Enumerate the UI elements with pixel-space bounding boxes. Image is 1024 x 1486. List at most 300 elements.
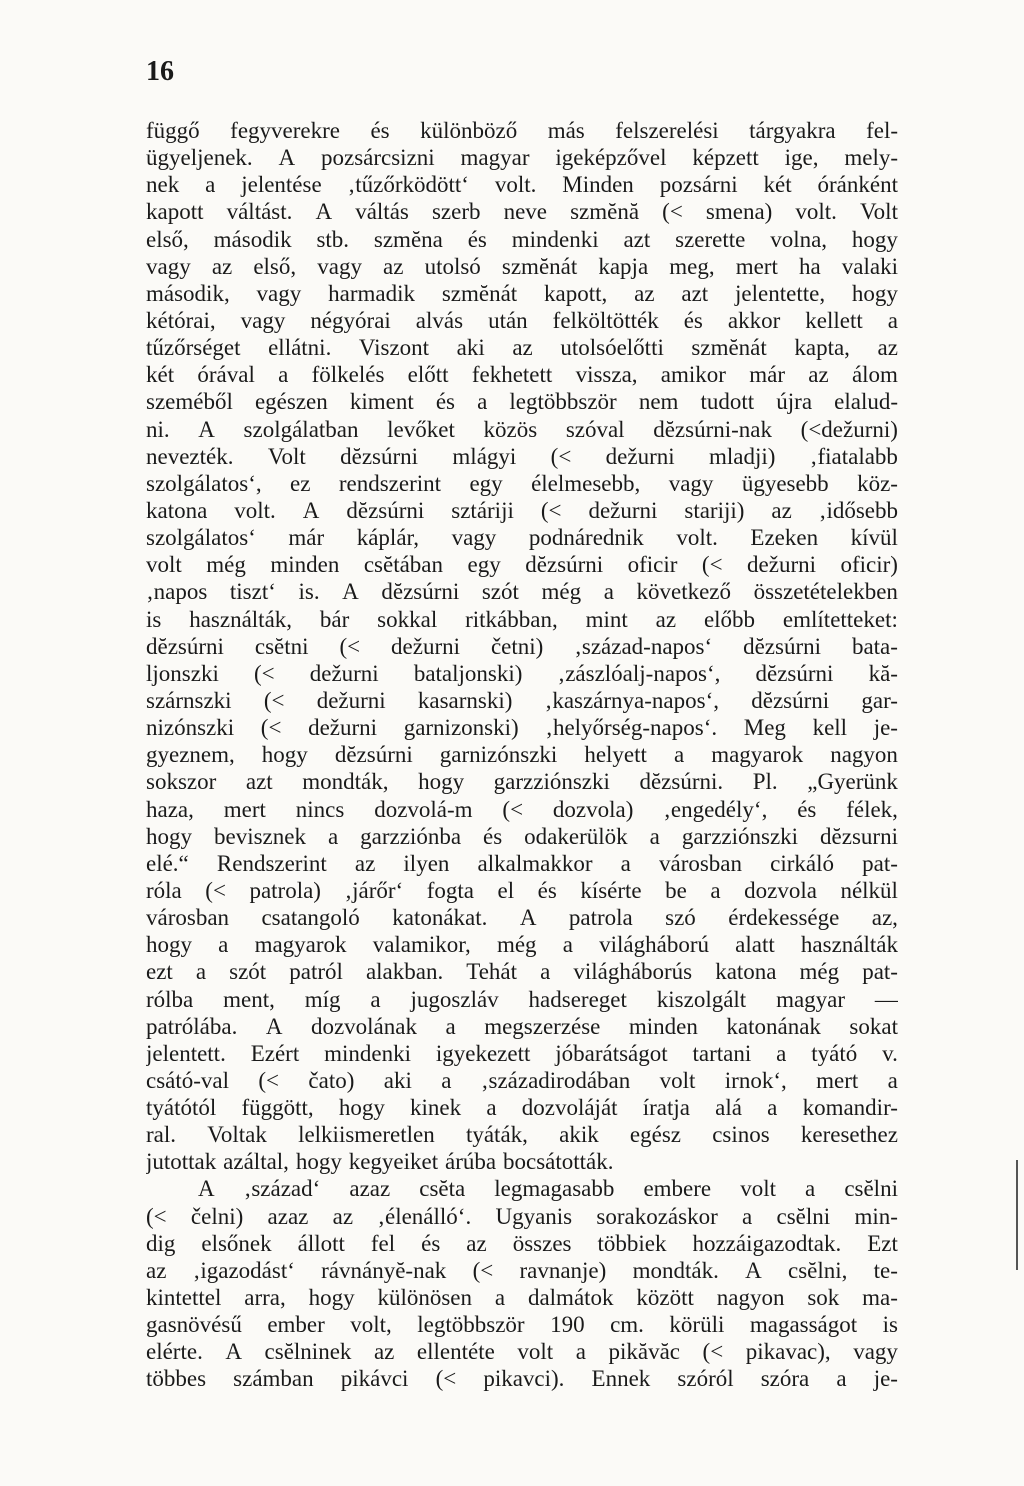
word: ezt bbox=[146, 959, 173, 985]
word: dozvolá-m bbox=[374, 796, 473, 822]
word: Volt bbox=[860, 199, 898, 225]
word: róla bbox=[146, 877, 182, 903]
word: azáltal, bbox=[223, 1149, 289, 1175]
word: szóról bbox=[677, 1366, 734, 1392]
word: kinek bbox=[410, 1095, 462, 1121]
text-line bbox=[146, 1175, 898, 1202]
word: aki bbox=[456, 335, 485, 361]
word: ha bbox=[798, 253, 821, 279]
word: Viszont bbox=[358, 335, 430, 361]
word: ‚század‘ bbox=[243, 1176, 321, 1202]
word: és bbox=[483, 823, 503, 849]
word: közös bbox=[483, 416, 538, 442]
word: pikávci bbox=[340, 1366, 409, 1392]
word: fegyverekre bbox=[230, 118, 340, 143]
word: nek bbox=[146, 172, 180, 198]
word: függő bbox=[146, 118, 200, 143]
text-line bbox=[146, 714, 898, 741]
word: ment, bbox=[223, 986, 275, 1012]
word: valaki bbox=[841, 253, 898, 279]
word: a bbox=[767, 1095, 778, 1121]
word: min- bbox=[854, 1203, 898, 1229]
word: mindenki bbox=[324, 1040, 411, 1066]
word: (< bbox=[258, 1067, 280, 1093]
word: alkalmakkor bbox=[477, 850, 593, 876]
word: csĕlni bbox=[776, 1203, 831, 1229]
word: kapta, bbox=[794, 335, 850, 361]
word: garnizónszki bbox=[439, 742, 558, 768]
word: ljonszki bbox=[146, 660, 219, 686]
word: A bbox=[198, 416, 215, 442]
word: csĕta bbox=[419, 1176, 466, 1202]
word: je- bbox=[873, 715, 898, 741]
word: helyett bbox=[584, 742, 647, 768]
word: az bbox=[877, 335, 898, 361]
word: első, bbox=[146, 226, 189, 252]
word: dozvoláját bbox=[521, 1095, 618, 1121]
word: ilyen bbox=[403, 850, 450, 876]
word: használták bbox=[800, 932, 898, 958]
word: A bbox=[278, 145, 296, 171]
word: összes bbox=[512, 1230, 572, 1256]
word: A bbox=[342, 579, 359, 605]
word: mert bbox=[223, 796, 266, 822]
word: patrola bbox=[568, 905, 633, 931]
word: csĕtában bbox=[363, 552, 444, 578]
word: már bbox=[288, 525, 325, 551]
word: garzziónszki bbox=[681, 823, 799, 849]
word: hogy bbox=[261, 742, 308, 768]
word: elérte. bbox=[146, 1339, 203, 1365]
word: a bbox=[575, 1339, 586, 1365]
word: a bbox=[836, 1366, 847, 1392]
word: ember bbox=[267, 1312, 325, 1338]
text-line bbox=[146, 768, 898, 795]
word: akik bbox=[559, 1122, 599, 1148]
word: volt. bbox=[234, 497, 276, 523]
word: volt. bbox=[795, 199, 837, 225]
word: bata- bbox=[851, 633, 898, 659]
word: komandir- bbox=[802, 1095, 898, 1121]
word: fogta bbox=[426, 877, 474, 903]
word: hogy bbox=[418, 769, 465, 795]
word: tűzőrséget bbox=[146, 335, 241, 361]
word: mindenki bbox=[511, 226, 599, 252]
word: patról bbox=[289, 959, 343, 985]
word: hozzáigazodtak. bbox=[692, 1230, 842, 1256]
word: vagy bbox=[317, 253, 362, 279]
word: dĕzsurni bbox=[820, 823, 898, 849]
word: A bbox=[198, 1176, 215, 1202]
word: a bbox=[887, 307, 898, 333]
word: katonákat. bbox=[392, 905, 488, 931]
word: a bbox=[562, 932, 573, 958]
text-line bbox=[146, 1094, 898, 1121]
word: többes bbox=[146, 1366, 207, 1392]
word: odakerülök bbox=[524, 823, 628, 849]
word: minden bbox=[270, 552, 340, 578]
word: Ugyanis bbox=[495, 1203, 573, 1229]
word: igeképzővel bbox=[555, 145, 667, 171]
scan-edge-mark bbox=[1016, 1160, 1018, 1270]
word: álom bbox=[851, 362, 898, 388]
word: és bbox=[683, 307, 703, 333]
word: szmĕnát bbox=[501, 253, 578, 279]
word: v. bbox=[882, 1040, 898, 1066]
word: egész bbox=[629, 1122, 681, 1148]
word: vagy bbox=[853, 1339, 898, 1365]
word: vagy bbox=[240, 307, 286, 333]
text-line bbox=[146, 1067, 898, 1094]
word: kasarnski) bbox=[417, 687, 513, 713]
word: szolgálatos‘, bbox=[146, 470, 262, 496]
word: ‚járőr‘ bbox=[344, 877, 404, 903]
word: két bbox=[763, 172, 792, 198]
word: harmadik bbox=[328, 280, 415, 306]
word: is. bbox=[298, 579, 320, 605]
word: ‚igazodást‘ bbox=[192, 1257, 295, 1283]
word: csatangoló bbox=[261, 905, 360, 931]
word: szó bbox=[665, 905, 696, 931]
text-line bbox=[146, 796, 898, 823]
word: keresethez bbox=[800, 1122, 898, 1148]
word: ‚tűzőrködött‘ bbox=[347, 172, 469, 198]
word: ‚századirodában bbox=[480, 1067, 631, 1093]
text-line bbox=[146, 198, 898, 225]
word: vagy bbox=[256, 280, 302, 306]
text-line bbox=[146, 1257, 898, 1284]
text-line bbox=[146, 850, 898, 877]
word: mlágyi bbox=[452, 443, 517, 469]
word: magyarok bbox=[711, 742, 804, 768]
word: Voltak bbox=[207, 1122, 267, 1148]
text-line bbox=[146, 1284, 898, 1311]
word: ral. bbox=[146, 1122, 177, 1148]
word: újra bbox=[776, 389, 813, 415]
text-line bbox=[146, 1311, 898, 1338]
word: garzziónba bbox=[360, 823, 462, 849]
word: kívül bbox=[850, 525, 898, 551]
word: volt bbox=[146, 552, 182, 578]
word: garnizonski) bbox=[403, 715, 519, 741]
word: Pl. bbox=[752, 769, 778, 795]
word: az bbox=[383, 253, 404, 279]
word: íratja bbox=[642, 1095, 690, 1121]
word: alá bbox=[715, 1095, 742, 1121]
word: élelmesebb, bbox=[531, 470, 641, 496]
word: gar- bbox=[861, 687, 898, 713]
word: szerb bbox=[431, 199, 481, 225]
word: dĕzsúrni bbox=[743, 633, 822, 659]
word: az bbox=[354, 850, 376, 876]
word: nélkül bbox=[840, 877, 898, 903]
word: sokat bbox=[849, 1013, 898, 1039]
word: már bbox=[749, 362, 785, 388]
word: hogy bbox=[146, 932, 192, 958]
word: ma- bbox=[862, 1285, 898, 1311]
word: (< bbox=[253, 660, 275, 686]
word: irnok‘, bbox=[724, 1067, 787, 1093]
word: mert bbox=[735, 253, 778, 279]
word: pozsárni bbox=[659, 172, 738, 198]
word: különböző bbox=[420, 118, 518, 143]
word: a bbox=[445, 1013, 456, 1039]
word: tyátó bbox=[811, 1040, 858, 1066]
word: és bbox=[537, 877, 557, 903]
word: hogy bbox=[295, 1149, 342, 1175]
word: nagyon bbox=[830, 742, 898, 768]
word: dĕzsúrni bbox=[381, 579, 460, 605]
word: egészen bbox=[254, 389, 328, 415]
word: hogy bbox=[851, 280, 898, 306]
word: (< bbox=[472, 1257, 494, 1283]
word: oficir) bbox=[840, 552, 898, 578]
word: legtöbbször bbox=[417, 1312, 525, 1338]
text-line bbox=[146, 307, 898, 334]
word: között bbox=[636, 1285, 694, 1311]
word: második, bbox=[146, 280, 230, 306]
word: szót bbox=[229, 959, 267, 985]
word: Meg bbox=[743, 715, 786, 741]
word: felköltötték bbox=[552, 307, 659, 333]
word: (< bbox=[435, 1366, 457, 1392]
word: Ezért bbox=[250, 1040, 300, 1066]
word: dĕzsúrni bbox=[346, 497, 425, 523]
word: kintettel bbox=[146, 1285, 222, 1311]
word: magasságot bbox=[749, 1312, 858, 1338]
word: az bbox=[466, 1230, 487, 1256]
word: — bbox=[874, 986, 898, 1012]
word: rendszerint bbox=[338, 470, 442, 496]
word: szóra bbox=[760, 1366, 810, 1392]
word: katona bbox=[146, 497, 208, 523]
word: volna, bbox=[770, 226, 828, 252]
word: azt bbox=[623, 226, 651, 252]
word: mladji) bbox=[709, 443, 776, 469]
word: hogy bbox=[146, 823, 192, 849]
word: jelentett. bbox=[146, 1040, 226, 1066]
word: bocsátották. bbox=[502, 1149, 614, 1175]
word: még bbox=[541, 579, 582, 605]
word: sok bbox=[807, 1285, 840, 1311]
word: dalmátok bbox=[527, 1285, 614, 1311]
word: az bbox=[332, 1203, 354, 1229]
word: tárgyakra bbox=[749, 118, 836, 143]
word: kiment bbox=[349, 389, 414, 415]
word: ritkábban, bbox=[465, 606, 558, 632]
word: neve bbox=[503, 199, 547, 225]
word: nem bbox=[638, 389, 679, 415]
word: lelkiismeretlen bbox=[298, 1122, 435, 1148]
word: dig bbox=[146, 1230, 176, 1256]
word: függött, bbox=[241, 1095, 314, 1121]
word: szmĕnát bbox=[441, 280, 518, 306]
word: ‚idősebb bbox=[818, 497, 898, 523]
word: smena) bbox=[705, 199, 773, 225]
word: igyekezett bbox=[435, 1040, 531, 1066]
word: a bbox=[327, 823, 339, 849]
word: akkor bbox=[727, 307, 781, 333]
word: be bbox=[665, 877, 687, 903]
word: (< bbox=[550, 443, 572, 469]
word: mert bbox=[816, 1067, 859, 1093]
word: A bbox=[745, 1257, 762, 1283]
text-line bbox=[146, 470, 898, 497]
text-line bbox=[146, 904, 898, 931]
word: volt bbox=[659, 1067, 696, 1093]
word: érdekessége bbox=[728, 905, 840, 931]
text-line bbox=[146, 986, 898, 1013]
word: a bbox=[218, 932, 229, 958]
text-line bbox=[146, 524, 898, 551]
word: csĕlni bbox=[844, 1176, 898, 1202]
word: szolgálatban bbox=[243, 416, 359, 442]
word: tiszt‘ bbox=[229, 579, 276, 605]
word: pikavci). bbox=[483, 1366, 565, 1392]
word: órával bbox=[197, 362, 255, 388]
word: dežurni bbox=[316, 687, 386, 713]
word: dozvolának bbox=[310, 1013, 417, 1039]
word: legmagasabb bbox=[494, 1176, 615, 1202]
word: szárnszki bbox=[146, 687, 232, 713]
text-line bbox=[146, 578, 898, 605]
word: ige, bbox=[784, 145, 819, 171]
word: dĕzsúrni bbox=[146, 633, 224, 659]
word: a bbox=[649, 823, 660, 849]
word: fölkelés bbox=[311, 362, 385, 388]
word: alvás bbox=[415, 307, 464, 333]
word: A bbox=[519, 905, 537, 931]
word: sokszor bbox=[146, 769, 217, 795]
text-line bbox=[146, 1365, 898, 1392]
word: oficir bbox=[627, 552, 678, 578]
word: embere bbox=[643, 1176, 712, 1202]
word: magyar bbox=[460, 145, 530, 171]
word: városban bbox=[146, 905, 230, 931]
word: többiek bbox=[597, 1230, 667, 1256]
word: váltást. bbox=[226, 199, 293, 225]
word: čelni) bbox=[190, 1203, 244, 1229]
word: dozvola bbox=[744, 877, 817, 903]
word: pat- bbox=[862, 959, 898, 985]
word: fekhetett bbox=[471, 362, 553, 388]
word: arra, bbox=[244, 1285, 286, 1311]
word: četni) bbox=[490, 633, 544, 659]
word: (< bbox=[205, 877, 226, 903]
word: az bbox=[808, 362, 829, 388]
text-line bbox=[146, 931, 898, 958]
word: állott bbox=[297, 1230, 345, 1256]
word: még bbox=[206, 552, 246, 578]
word: szmĕnă bbox=[570, 199, 640, 225]
word: garzziónszki bbox=[493, 769, 610, 795]
word: ‚kaszárnya-napos‘, bbox=[544, 687, 719, 713]
word: volt. bbox=[494, 172, 537, 198]
word: felszerelési bbox=[615, 118, 719, 143]
word: a bbox=[603, 579, 614, 605]
word: a bbox=[494, 1285, 506, 1311]
word: más bbox=[547, 118, 585, 143]
word: katona bbox=[715, 959, 777, 985]
word: szmĕnát bbox=[691, 335, 767, 361]
word: a bbox=[205, 172, 216, 198]
word: mondták, bbox=[302, 769, 389, 795]
word: második bbox=[213, 226, 292, 252]
word: dĕzsúrni. bbox=[639, 769, 724, 795]
word: és bbox=[370, 118, 390, 143]
word: összetételekben bbox=[753, 579, 898, 605]
word: és bbox=[435, 389, 455, 415]
word: (<dežurni) bbox=[800, 416, 898, 442]
word: (< bbox=[339, 633, 361, 659]
word: gyeznem, bbox=[146, 742, 235, 768]
word: a bbox=[805, 1176, 816, 1202]
word: következő bbox=[636, 579, 731, 605]
text-line bbox=[146, 1040, 898, 1067]
word: (< bbox=[701, 552, 723, 578]
word: ‚élenálló‘. bbox=[377, 1203, 472, 1229]
word: fel bbox=[370, 1230, 396, 1256]
word: jelentette, bbox=[735, 280, 826, 306]
word: vissza, bbox=[575, 362, 638, 388]
text-line bbox=[146, 388, 898, 415]
word: jugoszláv bbox=[410, 986, 499, 1012]
text-line bbox=[146, 171, 898, 198]
word: elalud- bbox=[834, 389, 898, 415]
word: két bbox=[146, 362, 175, 388]
word: a bbox=[742, 1203, 753, 1229]
text-line bbox=[146, 1203, 898, 1230]
word: csĕtni bbox=[254, 633, 309, 659]
text-line bbox=[146, 660, 898, 687]
word: kétórai, bbox=[146, 307, 216, 333]
word: és bbox=[421, 1230, 441, 1256]
word: utolsó bbox=[424, 253, 481, 279]
word: a bbox=[620, 850, 631, 876]
word: te- bbox=[873, 1257, 898, 1283]
text-line bbox=[146, 958, 898, 985]
word: szmĕna bbox=[373, 226, 443, 252]
word: Ezeken bbox=[750, 525, 819, 551]
word: a bbox=[673, 742, 685, 768]
word: pikăvăc bbox=[608, 1339, 680, 1365]
word: (< bbox=[702, 1339, 724, 1365]
word: nagyon bbox=[716, 1285, 785, 1311]
word: kapott, bbox=[544, 280, 608, 306]
word: csátó-val bbox=[146, 1067, 230, 1093]
word: A bbox=[302, 497, 320, 523]
word: elé.“ bbox=[146, 850, 189, 876]
word: cm. bbox=[610, 1312, 644, 1338]
word: dežurni bbox=[308, 715, 378, 741]
word: ügyeljenek. bbox=[146, 145, 253, 171]
word: ‚század-napos‘ bbox=[574, 633, 713, 659]
word: mint bbox=[585, 606, 628, 632]
word: stb. bbox=[316, 226, 350, 252]
word: patrola) bbox=[249, 877, 321, 903]
word: dežurni bbox=[588, 497, 658, 523]
word: azaz bbox=[349, 1176, 391, 1202]
word: míg bbox=[304, 986, 341, 1012]
word: egy bbox=[467, 552, 501, 578]
word: ‚fiatalabb bbox=[809, 443, 898, 469]
word: megszerzése bbox=[484, 1013, 601, 1039]
word: még bbox=[799, 959, 840, 985]
word: Tehát bbox=[466, 959, 518, 985]
word: dĕzsúrni bbox=[751, 687, 830, 713]
word: amikor bbox=[660, 362, 726, 388]
word: azaz bbox=[267, 1203, 309, 1229]
